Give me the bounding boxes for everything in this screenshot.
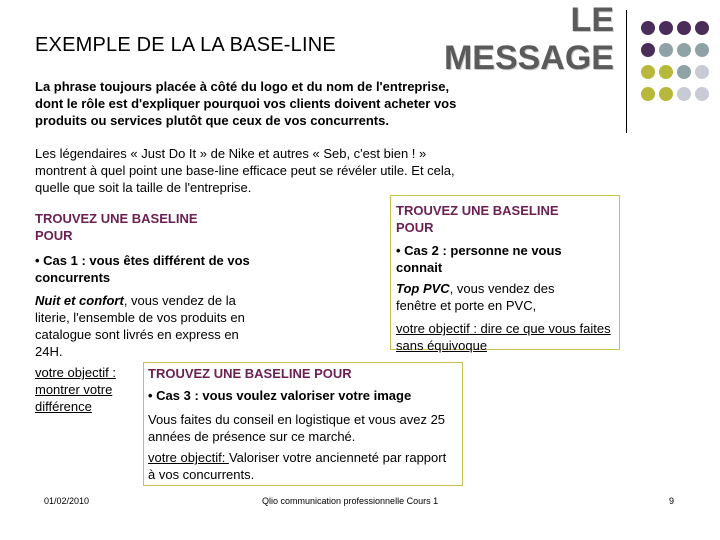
case-example — [396, 280, 596, 314]
decorative-dot — [641, 87, 655, 101]
baseline-box-case3 — [143, 362, 463, 486]
decorative-dot — [695, 21, 709, 35]
decorative-dot — [677, 21, 691, 35]
decorative-dot — [695, 87, 709, 101]
box-heading: TROUVEZ UNE BASELINE POUR — [148, 366, 352, 381]
case-text: Vous faites du conseil en logistique et vous avez 25 années de présence sur ce marché. — [148, 412, 446, 444]
decorative-dot — [641, 65, 655, 79]
decorative-dots — [640, 20, 718, 110]
logo-line1: LE — [570, 1, 614, 39]
logo-line2: MESSAGE — [443, 39, 614, 77]
example-name: Top PVC — [396, 281, 450, 296]
footer-date: 01/02/2010 — [44, 496, 90, 506]
baseline-box-case1 — [30, 200, 255, 360]
case-example — [35, 292, 257, 360]
slide-title: EXEMPLE DE LA LA BASE-LINE — [35, 34, 336, 56]
decorative-dot — [659, 87, 673, 101]
case-label: • Cas 1 : vous êtes différent de vos concurrents — [35, 253, 250, 285]
objective-label: votre objectif: — [148, 450, 229, 465]
example-text: , vous vendez de la literie, l'ensemble de vos produits en catalogue sont livrés en express en 24H. — [35, 293, 245, 359]
box-heading: TROUVEZ UNE BASELINE POUR — [396, 203, 559, 235]
case-label: • Cas 3 : vous voulez valoriser votre image — [148, 388, 412, 403]
decorative-dot — [677, 43, 691, 57]
intro-bold-paragraph: La phrase toujours placée à côté du logo et du nom de l'entreprise, dont le rôle est d'expliquer pourquoi vos clients doivent acheter vos produits ou services plutôt que ceux de vos concurrents. — [35, 79, 457, 128]
case-objective: votre objectif : montrer votre différence — [35, 365, 116, 414]
case-objective — [148, 449, 448, 483]
box-heading: TROUVEZ UNE BASELINE POUR — [35, 211, 198, 243]
example-name: Nuit et confort — [35, 293, 124, 308]
decorative-dot — [695, 43, 709, 57]
case-label: • Cas 2 : personne ne vous connait — [396, 243, 562, 275]
footer-title: Qlio communication professionnelle Cours 1 — [262, 496, 439, 506]
decorative-dot — [641, 21, 655, 35]
objective-text: Valoriser votre ancienneté par rapport à vos concurrents. — [148, 450, 447, 482]
decorative-dot — [659, 43, 673, 57]
intro-paragraph: Les légendaires « Just Do It » de Nike et autres « Seb, c'est bien ! » montrent à quel point une base-line efficace peut se révéler utile. Et cela, quelle que soit la taille de l'entreprise. — [35, 146, 455, 195]
case-objective: votre objectif : dire ce que vous faites sans équivoque — [396, 321, 611, 353]
decorative-dot — [677, 87, 691, 101]
baseline-box-case2 — [390, 195, 620, 353]
example-text: , vous vendez des fenêtre et porte en PVC, — [396, 281, 555, 313]
decorative-dot — [677, 65, 691, 79]
vertical-divider — [626, 10, 627, 133]
decorative-dot — [659, 21, 673, 35]
page-number: 9 — [669, 496, 675, 506]
decorative-dot — [641, 43, 655, 57]
decorative-dot — [659, 65, 673, 79]
decorative-dot — [695, 65, 709, 79]
